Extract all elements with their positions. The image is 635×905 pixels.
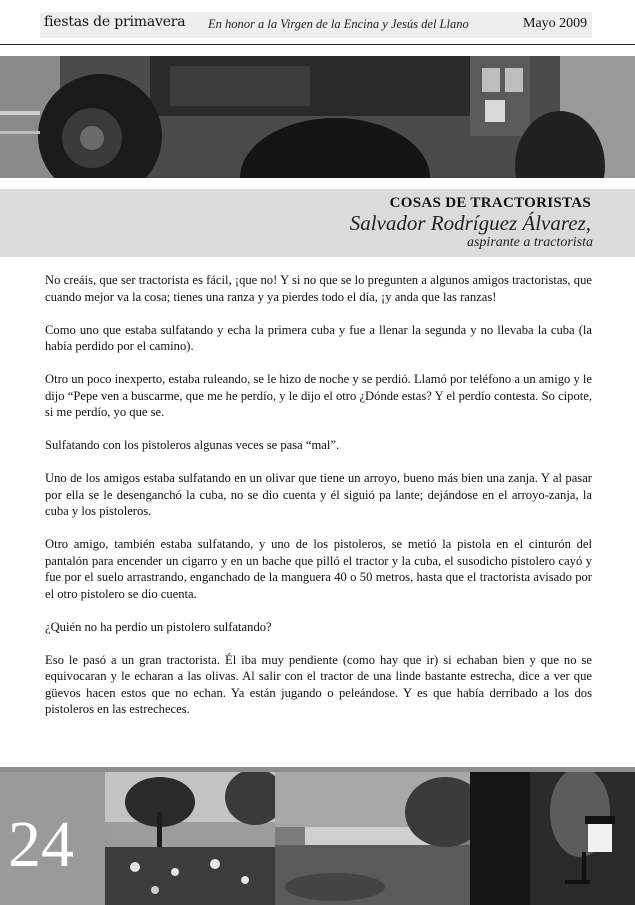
street-lamp-photo-art	[470, 772, 635, 905]
village-photo-art	[275, 772, 470, 905]
author-role: aspirante a tractorista	[466, 235, 593, 250]
article-paragraph: No creáis, que ser tractorista es fácil, ¡que no! Y si no que se lo pregunten a algunos amigos tractoristas, que cuando mejor va la cosa; tienes una ranza y ya pierdes todo el día, ¡y anda que las ranzas!	[45, 273, 592, 304]
tractor-photo-art	[0, 56, 635, 178]
article-paragraph: Otro amigo, también estaba sulfatando, y uno de los pistoleros, se metió la pistola en el cinturón del pantalón para encender un cigarro y en un bache que pilló el tractor y la cuba, el susodicho pistolero cayó y fue por el suelo arrastrando, enganchado de la manguera 40 o 50 metros, hasta que el tractorista avisado por el otro pistolero se dio cuenta.	[45, 537, 592, 601]
street-lamp-photo	[470, 772, 635, 905]
article-paragraph: Como uno que estaba sulfatando y echa la primera cuba y fue a llenar la segunda y no llevaba la cuba (la había perdido por el camino).	[45, 322, 592, 353]
header-subtitle: En honor a la Virgen de la Encina y Jesús del Llano	[208, 17, 469, 31]
article-body	[45, 272, 592, 734]
landscape-photo-art	[105, 772, 275, 905]
page-number: 24	[8, 808, 74, 881]
tractor-photo	[0, 56, 635, 178]
article-paragraph: ¿Quién no ha perdío un pistolero sulfatando?	[45, 619, 272, 634]
article-paragraph: Eso le pasó a un gran tractorista. Él iba muy pendiente (como hay que ir) si echaban bien y que no se equivocaran y le echaran a las olivas. Al salir con el tractor de una linde bastante estrecha, dice a ver que güevos hacen estos que no echan. Ya están jugando o peleándose. Y es que había derribado a los dos pistoleros en las estrecheces.	[45, 652, 592, 716]
running-header	[0, 0, 635, 44]
article-author: Salvador Rodríguez Álvarez,	[349, 211, 591, 235]
header-rule	[0, 44, 635, 45]
article-title: COSAS DE TRACTORISTAS	[389, 195, 591, 211]
article-paragraph: Uno de los amigos estaba sulfatando en un olivar que tiene un arroyo, bueno más bien una zanja. Y al pasar por ella se le desenganchó la cuba, no se dio cuenta y él siguió pa lante; dejándose en el arroyo-zanja, la cuba y los pistoleros.	[45, 471, 592, 518]
page-number-box	[0, 772, 105, 905]
article-title-block	[0, 189, 635, 257]
page-footer	[0, 767, 635, 905]
issue-date: Mayo 2009	[523, 16, 588, 31]
article-paragraph: Sulfatando con los pistoleros algunas veces se pasa “mal”.	[45, 438, 340, 452]
landscape-photo	[105, 772, 275, 905]
magazine-brand: fiestas de primavera	[44, 14, 186, 30]
village-photo	[275, 772, 470, 905]
article-paragraph: Otro un poco inexperto, estaba ruleando, se le hizo de noche y se perdió. Llamó por teléfono a un amigo y le dijo “Pepe ven a buscarme, que me he perdío, y le dijo el otro ¿Dónde estas? Y el perdío contesta. So cipote, si me perdío, yo que se.	[45, 372, 592, 419]
